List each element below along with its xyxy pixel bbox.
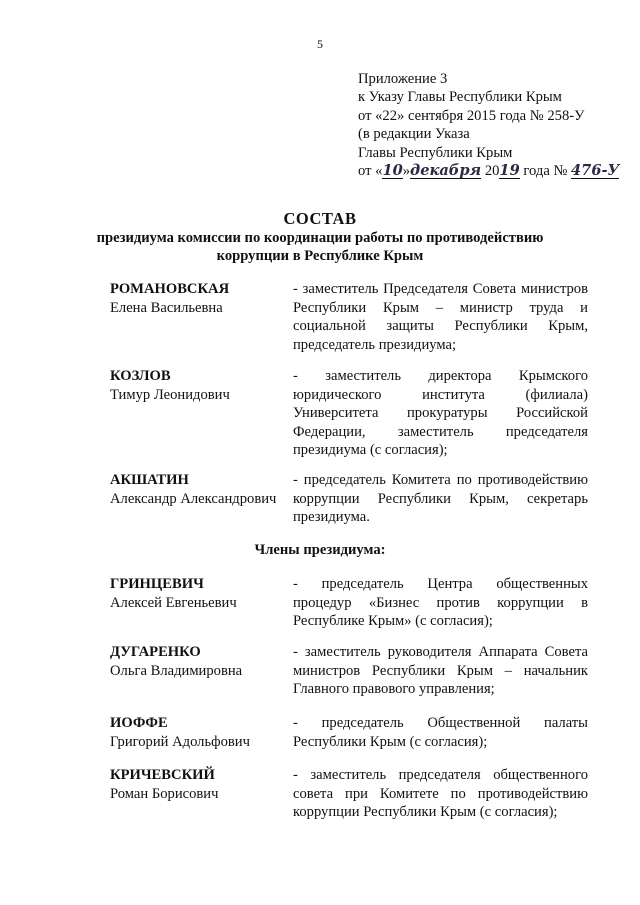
person-surname: ДУГАРЕНКО [110,644,201,660]
members-heading: Члены президиума: [254,542,386,558]
person-given-names: Григорий Адольфович [110,733,250,750]
date-separator: » [402,163,411,180]
person-surname: КОЗЛОВ [110,368,171,384]
person-name [110,280,288,317]
person-surname: КРИЧЕВСКИЙ [110,767,215,783]
person-position: - заместитель председателя общественного совета при Комитете по противодействию коррупции Республики Крым (с согласия); [293,767,588,821]
date-prefix: от « [358,163,383,180]
person-position: - заместитель директора Крымского юридического института (филиала) Университета прокуратуры Российской Федерации, заместитель председателя президиума (с согласия); [293,368,588,459]
appendix-line: к Указу Главы Республики Крым [358,89,562,106]
person-position: - председатель Центра общественных процедур «Бизнес против коррупции в Республике Крым» (с согласия); [293,576,588,630]
appendix-line: от «22» сентября 2015 года № 258-У [358,107,585,124]
person-surname: АКШАТИН [110,472,189,488]
handwritten-number: 476-У [571,162,620,180]
appendix-date-line [358,162,619,180]
person-given-names: Роман Борисович [110,785,219,802]
page-number: 5 [317,37,323,51]
person-name [110,367,288,404]
person-given-names: Ольга Владимировна [110,662,243,679]
person-position: - председатель Общественной палаты Республики Крым (с согласия); [293,715,588,750]
person-given-names: Александр Александрович [110,490,277,507]
subtitle-text: президиума комиссии по координации работы по противодействию коррупции в Республике Крым [96,230,544,264]
person-position: - председатель Комитета по противодействию коррупции Республики Крым, секретарь президиума. [293,472,588,526]
person-position: - заместитель руководителя Аппарата Совета министров Республики Крым – начальник Главного правового управления; [293,644,588,698]
handwritten-month: декабря [410,162,482,180]
appendix-line: Приложение 3 [358,71,448,87]
person-name [110,643,288,680]
person-surname: ГРИНЦЕВИЧ [110,576,204,592]
person-name [110,575,288,612]
person-given-names: Тимур Леонидович [110,386,230,403]
person-name [110,714,288,751]
person-surname: РОМАНОВСКАЯ [110,281,230,297]
person-given-names: Алексей Евгеньевич [110,594,237,611]
person-surname: ИОФФЕ [110,715,168,731]
number-label: года № [523,163,568,180]
person-name [110,766,288,803]
handwritten-year: 19 [499,162,520,180]
person-position: - заместитель Председателя Совета министров Республики Крым – министр труда и социальной защиты Республики Крым, председатель президиума; [293,281,588,353]
person-given-names: Елена Васильевна [110,299,223,316]
appendix-line: Главы Республики Крым [358,144,513,161]
person-name [110,471,288,508]
year-prefix: 20 [484,163,500,180]
appendix-line: (в редакции Указа [358,126,470,143]
document-title: СОСТАВ [283,209,357,228]
handwritten-day: 10 [382,162,403,180]
document-subtitle [0,229,640,265]
appendix-block [358,70,619,180]
